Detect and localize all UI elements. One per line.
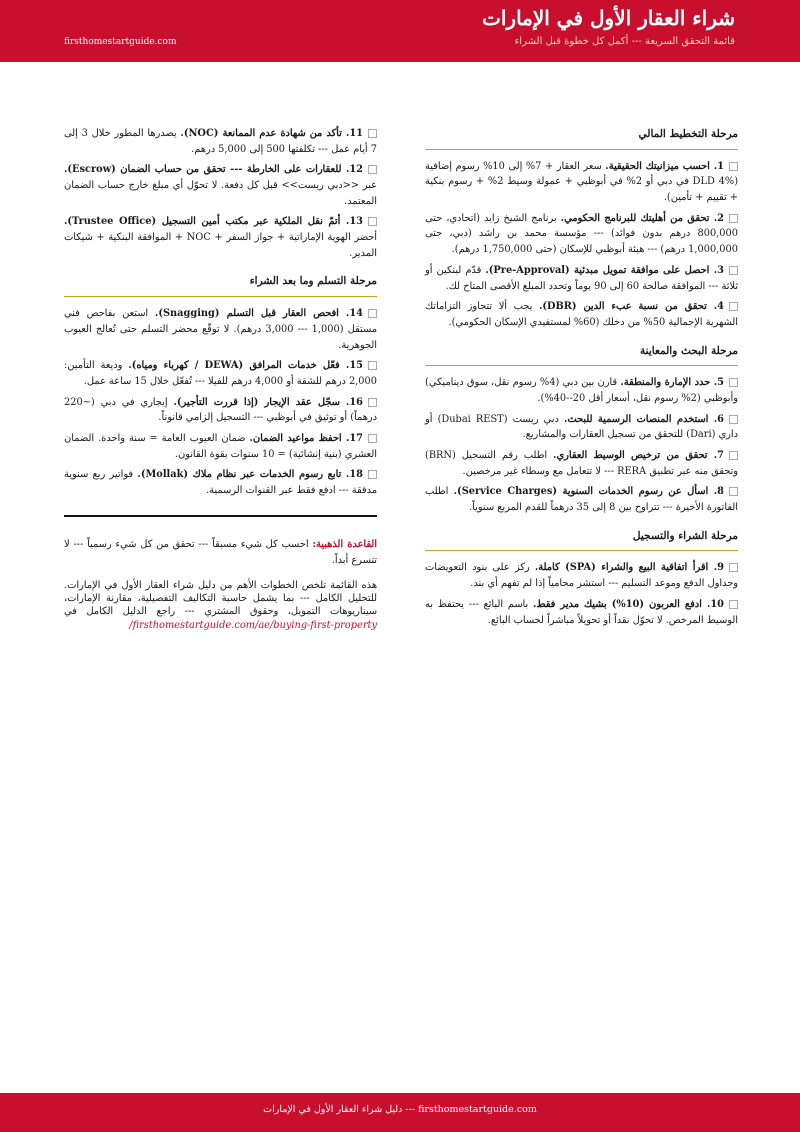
checklist-item: [64, 431, 377, 462]
item-text: عبر <<دبي ريست>> قبل كل دفعة. لا تحوّل أي مبلغ خارج حساب الضمان المعتمد.: [64, 180, 377, 207]
checkbox-icon[interactable]: [729, 451, 738, 460]
golden-rule-text: احسب كل شيء مسبقاً --- تحقق من كل شيء رسمياً --- لا تتسرع أبداً.: [64, 538, 377, 566]
header-banner: [0, 0, 800, 62]
item-text: إيجاري في دبي (~220 درهماً) أو توثيق في أبوظبي --- التسجيل إلزامي قانوناً.: [64, 396, 377, 424]
checklist-item: [425, 484, 738, 515]
summary-text: هذه القائمة تلخص الخطوات الأهم من دليل شراء العقار الأول في الإمارات. للتحليل الكامل --- بما يشمل حاسبة التكاليف التفصيلية، مقارنة الإمارات، سيناريوهات التمويل، وحقوق المشتري --- راجع الدليل الكامل في: [64, 579, 377, 618]
item-text: ضمان العيوب العامة = سنة واحدة. الضمان العشري (بنية إنشائية) = 10 سنوات بقوة القانون.: [64, 432, 377, 460]
item-title: 17. احفظ مواعيد الضمان.: [249, 432, 363, 444]
guide-link[interactable]: firsthomestartguide.com/ae/buying-first-property/: [129, 619, 377, 631]
item-text: يجب ألا تتجاوز التزاماتك الشهرية الإجمالية 50% من دخلك (60% لمستفيدي الإسكان الحكومي).: [425, 301, 738, 328]
item-title: 16. سجّل عقد الإيجار (إذا قررت التأجير).: [173, 396, 363, 408]
item-text: أحضر الهوية الإماراتية + جواز السفر + NOC + الموافقة البنكية + شيكات المدير.: [64, 232, 378, 259]
checkbox-icon[interactable]: [368, 309, 377, 318]
checklist-item: [64, 162, 377, 209]
checkbox-icon[interactable]: [368, 434, 377, 443]
header-site-link[interactable]: firsthomestartguide.com: [64, 37, 177, 47]
checkbox-icon[interactable]: [729, 563, 738, 572]
checklist-item: [425, 375, 738, 406]
item-title: 1. احسب ميزانيتك الحقيقية.: [605, 160, 724, 172]
checklist-item: [425, 597, 738, 628]
item-title: 11. تأكد من شهادة عدم الممانعة (NOC).: [180, 128, 363, 139]
checkbox-icon[interactable]: [729, 266, 738, 275]
checkbox-icon[interactable]: [729, 415, 738, 424]
divider: [64, 515, 377, 517]
checklist-item: [425, 159, 738, 206]
checkbox-icon[interactable]: [729, 162, 738, 171]
checklist-item: [64, 358, 377, 389]
checkbox-icon[interactable]: [729, 378, 738, 387]
item-title: 8. اسأل عن رسوم الخدمات السنوية (Service Charges).: [453, 486, 724, 498]
checklist-item: [425, 412, 738, 443]
item-title: 5. حدد الإمارة والمنطقة.: [620, 377, 724, 389]
item-title: 14. افحص العقار قبل التسلم (Snagging).: [154, 308, 363, 320]
item-title: 7. تحقق من ترخيص الوسيط العقاري.: [553, 450, 724, 461]
item-text: استعن بفاحص فني مستقل (1,000 --- 3,000 درهم). لا توقّع محضر التسلم حتى تُعالج العيوب الجوهرية.: [64, 308, 377, 351]
left-column: [64, 126, 377, 632]
checklist-item: [64, 126, 377, 157]
page-title: شراء العقار الأول في الإمارات: [482, 6, 735, 30]
checkbox-icon[interactable]: [729, 487, 738, 496]
item-title: 4. تحقق من نسبة عبء الدين (DBR).: [538, 301, 724, 313]
footer-banner: [0, 1093, 800, 1132]
item-text: سعر العقار + 7% إلى 10% رسوم إضافية (DLD 4% في دبي أو 2% في أبوظبي + عمولة وسيط 2% + رسوم بنكية + تقييم + تأمين).: [425, 160, 739, 204]
checklist-item: [64, 214, 377, 261]
checkbox-icon[interactable]: [729, 302, 738, 311]
item-title: 6. استخدم المنصات الرسمية للبحث.: [563, 413, 724, 425]
item-title: 12. للعقارات على الخارطة --- تحقق من حساب الضمان (Escrow).: [64, 164, 363, 176]
item-title: 15. فعّل خدمات المرافق (DEWA / كهرباء ومياه).: [128, 360, 363, 372]
golden-rule-label: القاعدة الذهبية:: [312, 538, 377, 550]
item-text: برنامج الشيخ زايد (اتحادي، حتى 800,000 درهم بدون فوائد) --- مؤسسة محمد بن راشد (دبي، حتى 1,000,000 درهم) --- هيئة أبوظبي للإسكان (حتى 1,750,000 درهم).: [425, 212, 738, 256]
item-title: 13. أتمّ نقل الملكية عبر مكتب أمين التسجيل (Trustee Office).: [64, 216, 363, 228]
footer-text: firsthomestartguide.com --- دليل شراء العقار الأول في الإمارات: [263, 1104, 537, 1115]
item-text: ركز على بنود التعويضات وجداول الدفع وموعد التسليم --- استشر محامياً إذا لم تفهم أي بند.: [425, 562, 738, 590]
checklist-item: [64, 467, 377, 498]
checkbox-icon[interactable]: [729, 600, 738, 609]
checklist-item: [64, 395, 377, 426]
checklist-item: [64, 306, 377, 353]
checkbox-icon[interactable]: [368, 398, 377, 407]
checkbox-icon[interactable]: [368, 129, 377, 138]
checklist-item: [425, 299, 738, 330]
item-text: دبي ريست (Dubai REST) أو داري (Dari) للتحقق من تسجيل العقارات والمشاريع.: [425, 413, 738, 441]
checklist-item: [425, 448, 738, 479]
item-text: اطلب الفاتورة الأخيرة --- تتراوح بين 8 إلى 35 درهماً للقدم المربع سنوياً.: [425, 486, 738, 514]
item-text: اطلب رقم التسجيل (BRN) وتحقق منه عبر تطبيق RERA --- لا تتعامل مع وسطاء غير مرخصين.: [425, 450, 738, 477]
checkbox-icon[interactable]: [368, 470, 377, 479]
item-title: 10. ادفع العربون (10%) بشيك مدير فقط.: [533, 598, 724, 610]
item-text: وديعة التأمين: 2,000 درهم للشقة أو 4,000 درهم للفيلا --- تُفعّل خلال 15 ساعة عمل.: [64, 360, 377, 387]
section-heading: مرحلة التخطيط المالي: [425, 126, 738, 150]
checkbox-icon[interactable]: [368, 217, 377, 226]
section-heading: مرحلة البحث والمعاينة: [425, 343, 738, 367]
checkbox-icon[interactable]: [729, 214, 738, 223]
checkbox-icon[interactable]: [368, 165, 377, 174]
item-text: قارن بين دبي (4% رسوم نقل، سوق ديناميكي) وأبوظبي (2% رسوم نقل، أسعار أقل 20--40%).: [425, 377, 738, 404]
item-title: 18. تابع رسوم الخدمات عبر نظام ملاك (Mollak).: [137, 469, 363, 481]
right-column: [425, 126, 738, 633]
golden-rule: [64, 537, 377, 569]
item-title: 3. احصل على موافقة تمويل مبدئية (Pre-Approval).: [485, 264, 724, 276]
checkbox-icon[interactable]: [368, 361, 377, 370]
page-subtitle: قائمة التحقق السريعة --- أكمل كل خطوة قبل الشراء: [514, 36, 735, 47]
item-text: فواتير ربع سنوية مدققة --- ادفع فقط عبر القنوات الرسمية.: [64, 469, 377, 496]
summary-paragraph: [64, 579, 377, 632]
section-heading: مرحلة الشراء والتسجيل: [425, 528, 738, 552]
item-title: 2. تحقق من أهليتك للبرنامج الحكومي.: [560, 212, 724, 224]
section-heading: مرحلة التسلم وما بعد الشراء: [64, 273, 377, 297]
checklist-item: [425, 560, 738, 591]
item-text: يصدرها المطور خلال 3 إلى 7 أيام عمل --- تكلفتها 500 إلى 5,000 درهم.: [64, 128, 377, 155]
item-text: باسم البائع --- يحتفظ به الوسيط المرخص. لا تحوّل نقداً أو تحويلاً مباشراً لحساب البائع.: [425, 598, 738, 626]
checklist-item: [425, 211, 738, 258]
item-title: 9. اقرأ اتفاقية البيع والشراء (SPA) كاملة.: [534, 562, 724, 574]
checklist-item: [425, 263, 738, 294]
item-text: قدّم لبنكين أو ثلاثة --- الموافقة صالحة 60 إلى 90 يوماً وتحدد المبلغ الأقصى المتاح لك.: [425, 264, 738, 292]
